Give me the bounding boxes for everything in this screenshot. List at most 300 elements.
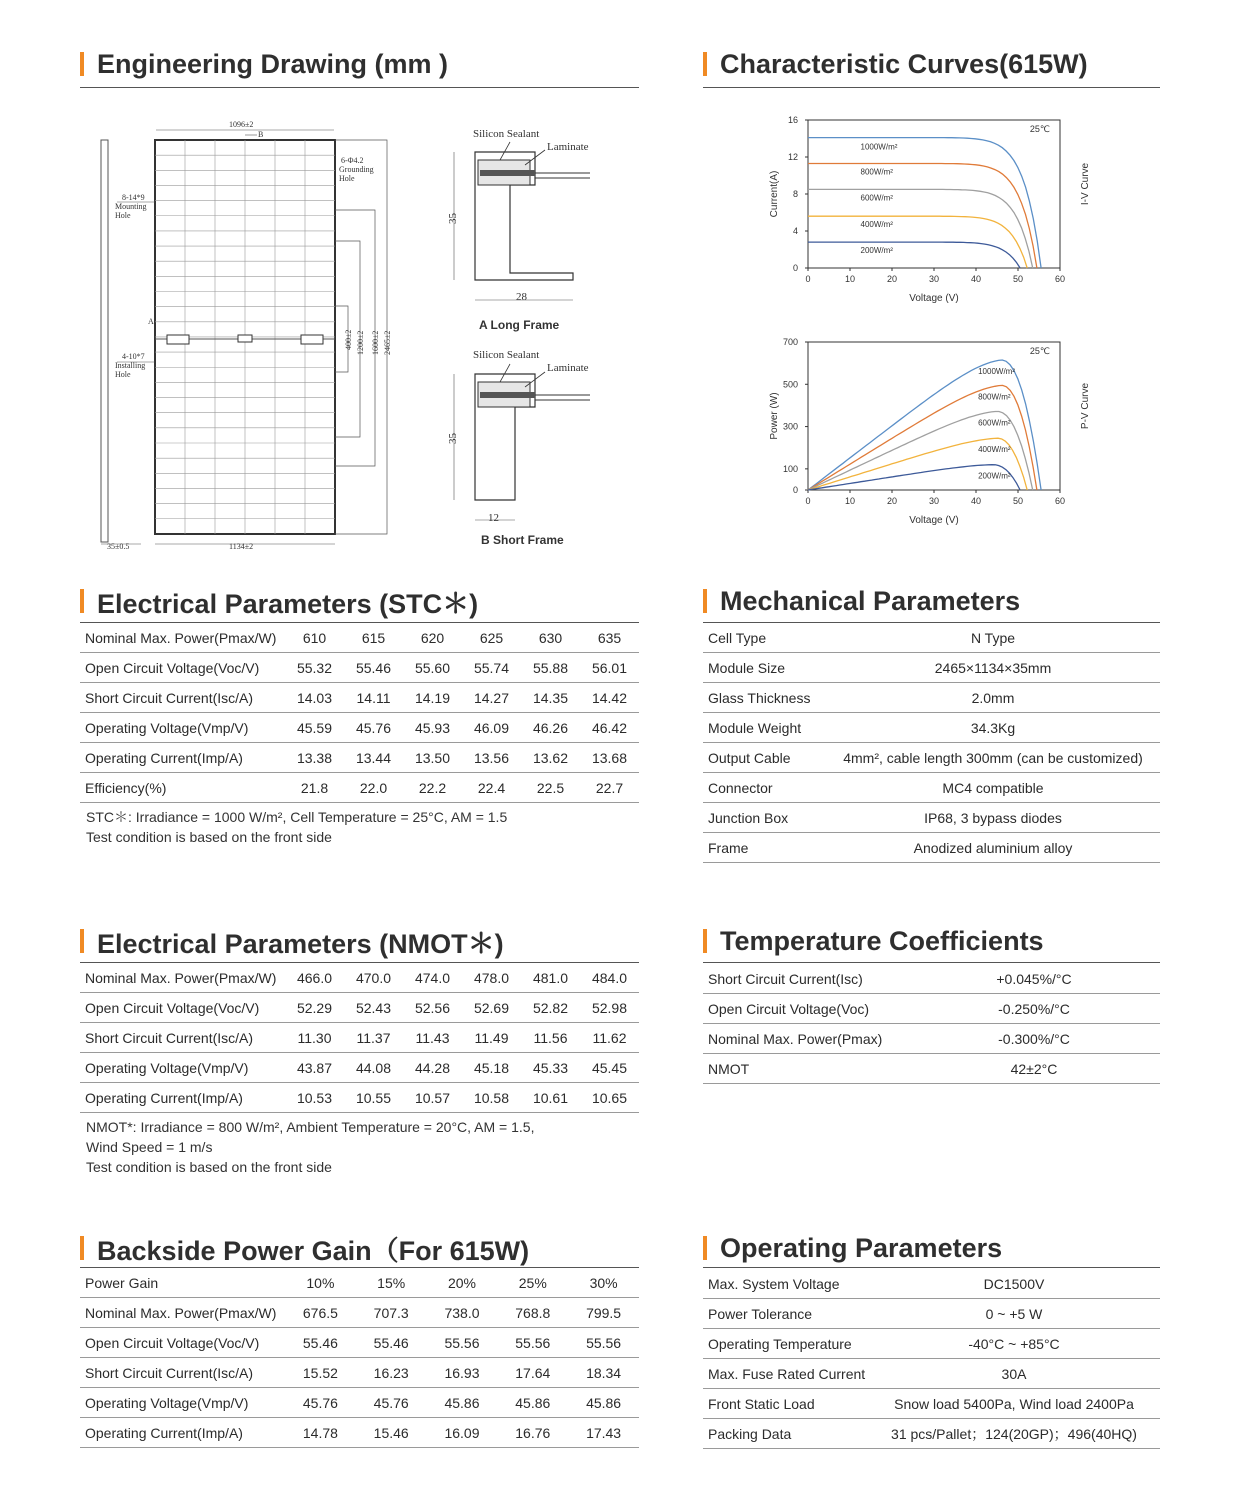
cell-value: 30% [568,1268,639,1298]
title-rule [703,87,1160,88]
cell-value: 478.0 [462,963,521,993]
cell-value: 45.45 [580,1053,639,1083]
x-tick-label: 0 [805,496,811,506]
row-label: Open Circuit Voltage(Voc/V) [80,993,285,1023]
cell-value: 55.56 [497,1328,568,1358]
cell-value: 10.61 [521,1083,580,1113]
title-text: Engineering Drawing (mm ) [97,48,449,79]
x-tick-label: 30 [928,274,940,284]
x-tick-label: 20 [886,274,898,284]
row-label: Power Gain [80,1268,285,1298]
cell-value: 55.88 [521,653,580,683]
cell-value: 13.56 [462,743,521,773]
row-label: Operating Current(Imp/A) [80,1083,285,1113]
x-tick-label: 40 [970,496,982,506]
cell-value: 13.62 [521,743,580,773]
junction-box-center [238,335,252,342]
cell-value: 20% [427,1268,498,1298]
cell-value: 630 [521,623,580,653]
table-row [80,623,639,653]
cell-value: 10.65 [580,1083,639,1113]
y-tick-label: 12 [787,152,798,162]
row-label: Efficiency(%) [80,773,285,803]
row-label: Operating Current(Imp/A) [80,1418,285,1448]
cell-value: 14.78 [285,1418,356,1448]
cell-value: 22.0 [344,773,403,803]
cell-value: 55.46 [344,653,403,683]
dim-top: 1096±2 [229,120,254,129]
operating-title [703,1230,1002,1266]
pv-curve-chart [760,330,1105,535]
cell-value: MC4 compatible [826,773,1160,803]
cell-value: 14.27 [462,683,521,713]
cell-value: 22.5 [521,773,580,803]
cell-value: 0 ~ +5 W [868,1299,1160,1329]
table-row [80,1053,639,1083]
row-label: Max. Fuse Rated Current [703,1359,868,1389]
x-tick-label: 0 [805,274,811,284]
cell-value: N Type [826,623,1160,653]
nmot-notes [86,1117,534,1177]
series-label: 400W/m² [978,445,1011,455]
x-tick-label: 40 [970,274,982,284]
row-label: Junction Box [703,803,826,833]
stc-note: STC＊: Irradiance = 1000 W/m², Cell Temperature = 25°C, AM = 1.5 [86,809,508,825]
row-label: Power Tolerance [703,1299,868,1329]
cell-value: 52.43 [344,993,403,1023]
y-tick-label: 4 [792,226,798,236]
cell-value: 14.03 [285,683,344,713]
series-label: 800W/m² [860,167,893,177]
cell-value: 10.55 [344,1083,403,1113]
cell-value: 46.09 [462,713,521,743]
row-label: Frame [703,833,826,863]
cell-value: 11.37 [344,1023,403,1053]
frame-b-sealant: Silicon Sealant [473,349,540,361]
x-tick-label: 10 [844,496,856,506]
cell-value: 13.38 [285,743,344,773]
cell-value: 52.56 [403,993,462,1023]
cell-value: 481.0 [521,963,580,993]
cell-value: 52.98 [580,993,639,1023]
frame-b-width: 12 [488,512,499,524]
cell-value: 45.86 [427,1388,498,1418]
cell-value: 799.5 [568,1298,639,1328]
y-axis-label: Power (W) [769,392,780,440]
row-label: Short Circuit Current(Isc/A) [80,1358,285,1388]
row-label: Operating Voltage(Vmp/V) [80,713,285,743]
table-row [703,743,1160,773]
mounting-hole-label: 8-14*9 Mounting Hole [115,193,147,220]
cell-value: 22.7 [580,773,639,803]
accent-bar [80,589,84,613]
row-label: Output Cable [703,743,826,773]
x-tick-label: 50 [1012,496,1024,506]
table-row [80,1298,639,1328]
row-label: Nominal Max. Power(Pmax/W) [80,963,285,993]
cell-value: 16.23 [356,1358,427,1388]
stc-note: Test condition is based on the front side [86,829,332,845]
cell-value: 2.0mm [826,683,1160,713]
cell-value: 34.3Kg [826,713,1160,743]
chart-title: I-V Curve [1080,162,1091,206]
dim-2465: 2465±2 [383,330,392,355]
series-label: 600W/m² [860,193,893,203]
iv-curve-chart [760,108,1105,313]
table-row [703,1299,1160,1329]
table-row [703,1359,1160,1389]
table-row [80,743,639,773]
temperature-title [703,923,1044,959]
table-row [80,993,639,1023]
nmot-title [80,923,504,959]
cell-value: Anodized aluminium alloy [826,833,1160,863]
frame-b-drawing [440,342,610,552]
row-label: Open Circuit Voltage(Voc/V) [80,653,285,683]
stc-title [80,583,478,619]
cell-value: 17.64 [497,1358,568,1388]
y-tick-label: 16 [787,115,798,125]
title-text: Electrical Parameters (NMOT＊) [97,928,504,959]
iv-series-line [808,189,1033,268]
cell-value: 16.93 [427,1358,498,1388]
cell-value: 768.8 [497,1298,568,1328]
junction-box-left [167,335,189,344]
cell-value: 45.86 [497,1388,568,1418]
cell-value: 466.0 [285,963,344,993]
cell-value: 11.30 [285,1023,344,1053]
cell-value: 45.93 [403,713,462,743]
x-axis-label: Voltage (V) [909,293,959,304]
x-tick-label: 60 [1054,496,1066,506]
row-label: Cell Type [703,623,826,653]
cell-value: 676.5 [285,1298,356,1328]
table-row [703,833,1160,863]
cell-value: 52.82 [521,993,580,1023]
row-label: Operating Temperature [703,1329,868,1359]
characteristic-curves-title [703,46,1088,82]
cell-value: 610 [285,623,344,653]
operating-table [703,1269,1160,1449]
cell-value: 11.49 [462,1023,521,1053]
table-row [703,1419,1160,1449]
cell-value: 55.74 [462,653,521,683]
cell-value: IP68, 3 bypass diodes [826,803,1160,833]
accent-bar [80,52,84,76]
cell-value: 15.52 [285,1358,356,1388]
cell-value: 13.50 [403,743,462,773]
cell-value: Snow load 5400Pa, Wind load 2400Pa [868,1389,1160,1419]
y-tick-label: 0 [792,485,798,495]
label-a: A [148,317,154,326]
cell-value: 45.18 [462,1053,521,1083]
cell-value: 10.57 [403,1083,462,1113]
cell-value: 52.69 [462,993,521,1023]
title-text: Characteristic Curves(615W) [720,48,1088,79]
cell-value: 52.29 [285,993,344,1023]
table-row [703,1054,1160,1084]
accent-bar [703,589,707,613]
cell-value: 30A [868,1359,1160,1389]
row-label: Front Static Load [703,1389,868,1419]
table-row [80,1268,639,1298]
cell-value: 55.32 [285,653,344,683]
dim-frame-width: 35±0.5 [107,542,130,551]
cell-value: -0.250%/°C [908,994,1160,1024]
cell-value: 21.8 [285,773,344,803]
cell-value: 13.68 [580,743,639,773]
cell-value: 44.08 [344,1053,403,1083]
stc-notes [86,807,507,847]
table-row [80,963,639,993]
cell-value: 45.76 [285,1388,356,1418]
cell-value: 15.46 [356,1418,427,1448]
cell-value: 635 [580,623,639,653]
backside-title [80,1230,529,1266]
cell-value: 45.76 [356,1388,427,1418]
cell-value: 13.44 [344,743,403,773]
row-label: Short Circuit Current(Isc) [703,964,908,994]
row-label: Operating Voltage(Vmp/V) [80,1388,285,1418]
y-tick-label: 100 [782,463,798,474]
accent-bar [703,52,707,76]
cell-value: 45.59 [285,713,344,743]
cell-value: +0.045%/°C [908,964,1160,994]
cell-value: -0.300%/°C [908,1024,1160,1054]
x-axis-label: Voltage (V) [909,515,959,526]
cell-value: 470.0 [344,963,403,993]
table-row [80,1083,639,1113]
table-row [80,773,639,803]
installing-hole-label: 4-10*7 Installing Hole [115,352,146,379]
row-label: Connector [703,773,826,803]
cell-value: 18.34 [568,1358,639,1388]
row-label: NMOT [703,1054,908,1084]
junction-box-right [301,335,323,344]
cell-value: 474.0 [403,963,462,993]
row-label: Short Circuit Current(Isc/A) [80,1023,285,1053]
table-row [703,713,1160,743]
series-label: 1000W/m² [860,142,898,152]
cell-value: 46.42 [580,713,639,743]
cell-value: 738.0 [427,1298,498,1328]
cell-value: 11.56 [521,1023,580,1053]
cell-value: 45.86 [568,1388,639,1418]
cell-value: 16.09 [427,1418,498,1448]
x-tick-label: 50 [1012,274,1024,284]
accent-bar [703,1236,707,1260]
temperature-table [703,964,1160,1084]
backside-table [80,1268,639,1448]
accent-bar [80,929,84,953]
mechanical-title [703,583,1020,619]
table-row [703,1024,1160,1054]
cell-value: DC1500V [868,1269,1160,1299]
title-text: Temperature Coefficients [720,925,1044,956]
y-axis-label: Current(A) [769,170,780,218]
frame-a-laminate: Laminate [547,141,589,153]
temperature-label: 25℃ [1029,124,1050,134]
row-label: Open Circuit Voltage(Voc) [703,994,908,1024]
temperature-label: 25℃ [1029,346,1050,356]
stc-table [80,623,639,803]
series-label: 800W/m² [978,392,1011,402]
cell-value: 55.46 [356,1328,427,1358]
cell-value: 14.42 [580,683,639,713]
cell-value: -40°C ~ +85°C [868,1329,1160,1359]
chart-title: P-V Curve [1080,382,1091,430]
frame-a-height: 35 [447,213,459,224]
cell-value: 55.46 [285,1328,356,1358]
row-label: Module Weight [703,713,826,743]
frame-a-width: 28 [516,291,527,303]
nmot-note: NMOT*: Irradiance = 800 W/m², Ambient Temperature = 20°C, AM = 1.5, [86,1119,535,1135]
frame-a-sealant: Silicon Sealant [473,128,540,140]
title-text: Operating Parameters [720,1232,1003,1263]
x-tick-label: 30 [928,496,940,506]
row-label: Operating Voltage(Vmp/V) [80,1053,285,1083]
title-rule [80,87,639,88]
cell-value: 22.4 [462,773,521,803]
title-text: Electrical Parameters (STC＊) [97,588,479,619]
cell-value: 22.2 [403,773,462,803]
row-label: Open Circuit Voltage(Voc/V) [80,1328,285,1358]
frame-b-height: 35 [447,433,459,444]
table-row [703,683,1160,713]
cell-value: 45.33 [521,1053,580,1083]
cell-value: 15% [356,1268,427,1298]
table-row [703,1389,1160,1419]
engineering-drawing-title [80,46,448,82]
series-label: 200W/m² [978,471,1011,481]
cell-value: 10% [285,1268,356,1298]
cell-value: 44.28 [403,1053,462,1083]
cell-value: 42±2°C [908,1054,1160,1084]
table-row [703,1269,1160,1299]
x-tick-label: 10 [844,274,856,284]
row-label: Nominal Max. Power(Pmax/W) [80,623,285,653]
table-row [703,964,1160,994]
cell-value: 43.87 [285,1053,344,1083]
table-row [80,653,639,683]
cell-value: 620 [403,623,462,653]
dim-bottom: 1134±2 [229,542,254,551]
accent-bar [80,1236,84,1260]
label-b-top: B [258,130,264,139]
series-label: 600W/m² [978,418,1011,428]
y-tick-label: 500 [782,379,798,390]
cell-value: 14.35 [521,683,580,713]
cell-value: 17.43 [568,1418,639,1448]
cell-value: 55.56 [568,1328,639,1358]
row-label: Module Size [703,653,826,683]
nmot-table [80,963,639,1113]
y-tick-label: 300 [782,421,798,432]
nmot-note: Wind Speed = 1 m/s [86,1139,213,1155]
table-row [703,623,1160,653]
frame-b-laminate: Laminate [547,362,589,374]
title-text: Backside Power Gain（For 615W) [97,1235,530,1266]
cell-value: 4mm², cable length 300mm (can be customized) [826,743,1160,773]
table-row [80,1358,639,1388]
cell-value: 25% [497,1268,568,1298]
table-row [703,653,1160,683]
cell-value: 31 pcs/Pallet；124(20GP)；496(40HQ) [868,1419,1160,1449]
title-rule [703,1267,1160,1268]
cell-value: 56.01 [580,653,639,683]
table-row [80,1328,639,1358]
cell-value: 11.62 [580,1023,639,1053]
cell-value: 55.60 [403,653,462,683]
cell-value: 14.19 [403,683,462,713]
cell-value: 2465×1134×35mm [826,653,1160,683]
frame-a-drawing [440,120,610,335]
dim-1600: 1600±2 [371,330,380,355]
y-tick-label: 8 [792,189,798,199]
cell-value: 615 [344,623,403,653]
plot-area [808,120,1060,268]
cell-value: 16.76 [497,1418,568,1448]
row-label: Nominal Max. Power(Pmax/W) [80,1298,285,1328]
frame-a-caption: A Long Frame [479,318,560,332]
y-tick-label: 700 [782,337,798,347]
dim-400: 400±2 [344,329,353,350]
cell-value: 484.0 [580,963,639,993]
table-row [80,1418,639,1448]
dim-1200: 1200±2 [356,330,365,355]
row-label: Short Circuit Current(Isc/A) [80,683,285,713]
cell-value: 707.3 [356,1298,427,1328]
cell-value: 46.26 [521,713,580,743]
table-row [703,803,1160,833]
mechanical-table [703,623,1160,863]
table-row [80,1388,639,1418]
iv-series-line [808,242,1020,268]
row-label: Glass Thickness [703,683,826,713]
cell-value: 10.53 [285,1083,344,1113]
cell-value: 55.56 [427,1328,498,1358]
title-text: Mechanical Parameters [720,585,1021,616]
cell-value: 625 [462,623,521,653]
row-label: Nominal Max. Power(Pmax) [703,1024,908,1054]
frame-b-caption: B Short Frame [481,533,564,547]
table-row [703,994,1160,1024]
title-rule [703,962,1160,963]
cell-value: 45.76 [344,713,403,743]
cell-value: 11.43 [403,1023,462,1053]
nmot-note: Test condition is based on the front side [86,1159,332,1175]
table-row [703,773,1160,803]
cell-value: 14.11 [344,683,403,713]
row-label: Max. System Voltage [703,1269,868,1299]
table-row [80,713,639,743]
x-tick-label: 20 [886,496,898,506]
y-tick-label: 0 [792,263,798,273]
cell-value: 10.58 [462,1083,521,1113]
row-label: Packing Data [703,1419,868,1449]
accent-bar [703,929,707,953]
module-drawing [95,110,405,555]
grounding-hole-label: 6-Φ4.2 Grounding Hole [339,156,374,183]
row-label: Operating Current(Imp/A) [80,743,285,773]
table-row [80,1023,639,1053]
series-label: 200W/m² [860,246,893,256]
series-label: 400W/m² [860,220,893,230]
x-tick-label: 60 [1054,274,1066,284]
table-row [80,683,639,713]
series-label: 1000W/m² [978,366,1016,376]
table-row [703,1329,1160,1359]
